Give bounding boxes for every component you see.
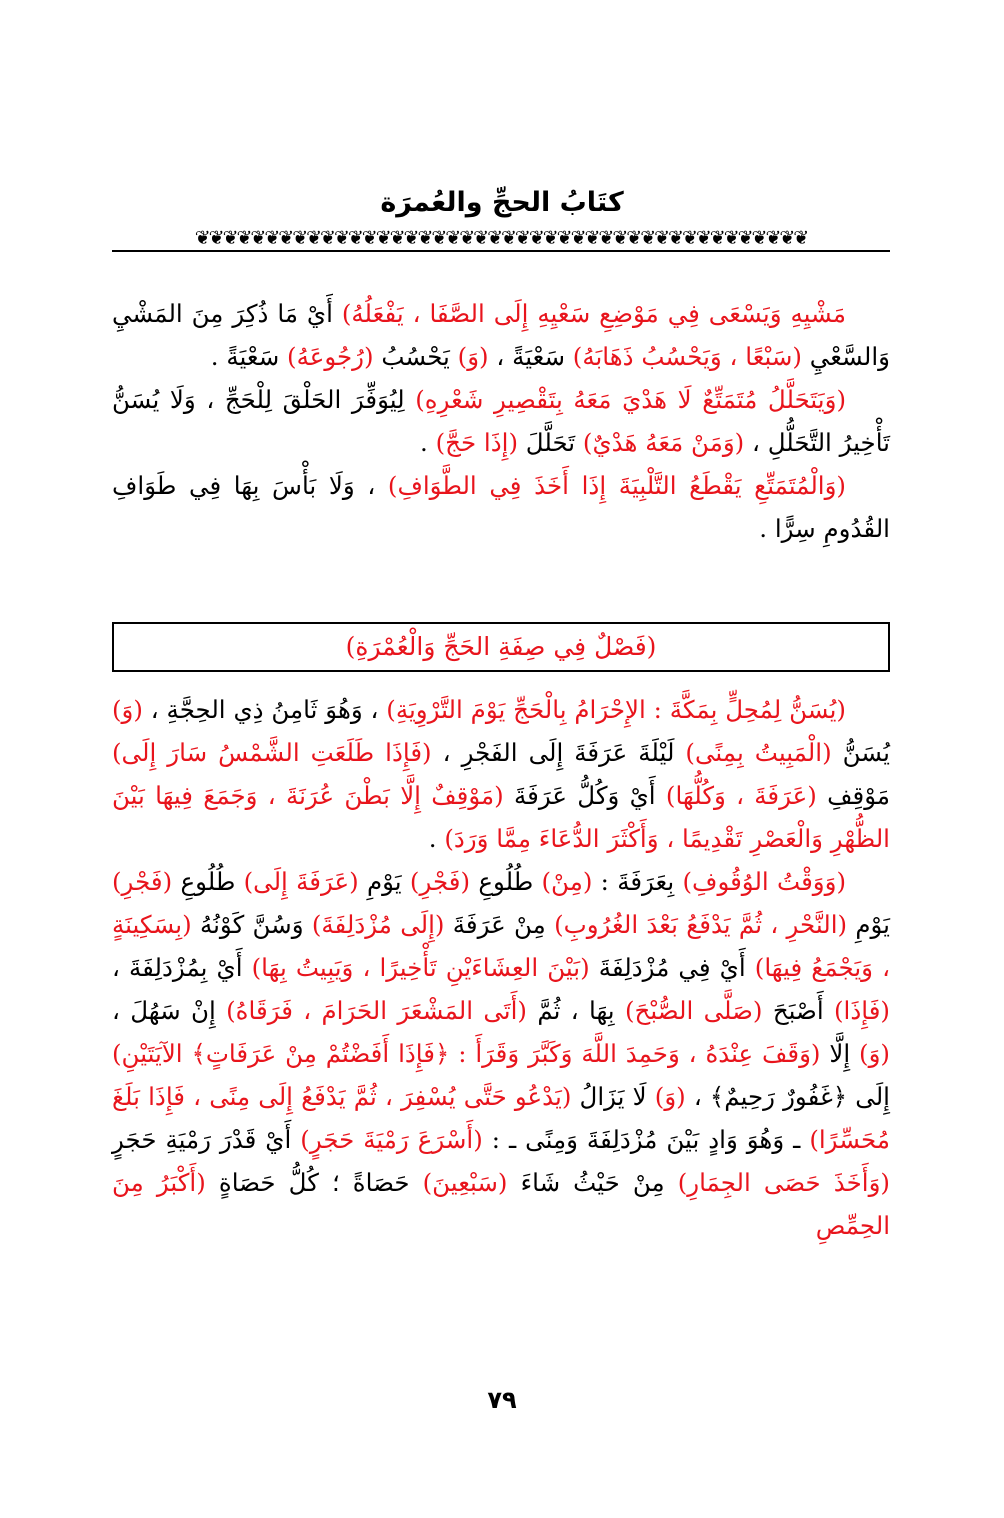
- commentary-text: إِنْ سَهُلَ ،: [112, 996, 227, 1025]
- commentary-text: إِلَّا: [820, 1039, 860, 1068]
- commentary-text: يَوْمِ: [358, 867, 410, 896]
- ornamental-divider: ❦❦❦❦❦❦❦❦❦❦❦❦❦❦❦❦❦❦❦❦❦❦❦❦❦❦❦❦❦❦❦❦❦❦❦❦❦❦❦❦❦❦❦❦: [112, 226, 890, 252]
- commentary-text: يَوْمِ: [847, 910, 890, 939]
- commentary-text: حَصَاةً ؛ كُلُّ حَصَاةٍ: [205, 1168, 423, 1197]
- commentary-text: يُسَنُّ: [831, 738, 890, 767]
- commentary-text: بِهَا ، ثُمَّ: [527, 996, 625, 1025]
- matn-text: (وَقَفَ عِنْدَهُ ، وَحَمِدَ اللَّهَ وَكَبَّرَ وَقَرَأَ : ﴿فَإِذَا أَفَضْتُمْ مِنْ عَرَفَاتٍ﴾ الآيَتَيْنِ): [112, 1039, 821, 1068]
- matn-text: (بِسَكِينَةٍ ، وَيَجْمَعُ فِيهَا): [112, 910, 890, 982]
- matn-text: (يُسَنُّ لِمُحِلٍّ بِمَكَّةَ : الإِحْرَامُ بِالْحَجِّ يَوْمَ التَّرْوِيَةِ): [386, 695, 846, 724]
- matn-text: (وَ): [654, 1082, 686, 1111]
- commentary-text: .: [428, 824, 445, 853]
- matn-text: (إِلَى مُزْدَلِفَةَ): [311, 910, 445, 939]
- matn-text: (بَيْنَ العِشَاءَيْنِ تَأْخِيرًا ، وَيَبِيتُ بِهَا): [251, 953, 590, 982]
- matn-text: (مَوْقِفٌ إِلَّا بَطْنَ عُرَنَةَ ، وَجَمَعَ فِيهَا بَيْنَ الظُّهْرِ وَالْعَصْرِ تَقْدِيمًا ، وَأَكْثَرَ الدُّعَاءَ مِمَّا وَرَدَ): [112, 781, 890, 853]
- commentary-text: إِلَى ﴿غَفُورٌ رَحِيمٌ﴾ ،: [685, 1082, 890, 1111]
- matn-text: (وَ): [457, 342, 489, 371]
- commentary-text: ، وَلَا بَأْسَ بِهَا فِي طَوَافِ القُدُومِ سِرًّا .: [112, 471, 890, 543]
- paragraph: [112, 688, 890, 860]
- matn-text: (الْمَبِيتُ بِمِنًى): [685, 738, 832, 767]
- commentary-text: أَيْ فِي مُزْدَلِفَةَ: [589, 953, 755, 982]
- commentary-text: طُلُوعِ: [172, 867, 244, 896]
- matn-text: (وَالْمُتَمَتِّعِ يَقْطَعُ التَّلْبِيَةَ إِذَا أَخَذَ فِي الطَّوَافِ): [387, 471, 846, 500]
- commentary-text: مِنْ عَرَفَةَ: [444, 910, 555, 939]
- commentary-text: سَعْيَةً ،: [488, 342, 573, 371]
- matn-text: (سَبْعًا ، وَيَحْسُبُ ذَهَابَهُ): [572, 342, 802, 371]
- section-title: (فَصْلٌ فِي صِفَةِ الحَجِّ وَالْعُمْرَةِ): [345, 632, 657, 661]
- section-heading-box: [112, 622, 890, 672]
- matn-text: (إِذَا حَجَّ): [435, 428, 519, 457]
- commentary-text: لَيْلَةَ عَرَفَةَ إِلَى الفَجْرِ ،: [431, 738, 686, 767]
- matn-text: (وَ): [112, 695, 143, 724]
- text-block-top: [112, 292, 890, 550]
- commentary-text: أَيْ مَا ذُكِرَ مِنَ المَشْيِ وَالسَّعْيِ: [112, 299, 890, 371]
- commentary-text: يَحْسُبُ: [373, 342, 458, 371]
- matn-text: (وَأَخَذَ حَصَى الجِمَارِ): [677, 1168, 890, 1197]
- commentary-text: ، وَهُوَ ثَامِنُ ذِي الحِجَّةِ ،: [142, 695, 387, 724]
- matn-text: (أَكْبَرُ مِنَ الحِمِّصِ: [112, 1168, 890, 1240]
- matn-text: (وَوَقْتُ الوُقُوفِ): [682, 867, 847, 896]
- commentary-text: بِعَرَفَةَ :: [592, 867, 683, 896]
- commentary-text: أَيْ بِمُزْدَلِفَةَ ،: [112, 953, 252, 982]
- matn-text: (عَرَفَةَ ، وَكُلُّهَا): [665, 781, 817, 810]
- matn-text: (فَإِذَا): [833, 996, 890, 1025]
- matn-text: (يَدْعُو حَتَّى يُسْفِرَ ، ثُمَّ يَدْفَعُ إِلَى مِنًى ، فَإِذَا بَلَغَ مُحَسِّرًا): [112, 1082, 890, 1154]
- commentary-text: سَعْيَةً .: [210, 342, 288, 371]
- commentary-text: لِيُوَفِّرَ الحَلْقَ لِلْحَجِّ ، وَلَا يُسَنُّ تَأْخِيرُ التَّحَلُّلِ ،: [112, 385, 890, 457]
- matn-text: (عَرَفَةَ إِلَى): [243, 867, 359, 896]
- matn-text: (رُجُوعَهُ): [287, 342, 374, 371]
- matn-text: (وَيَتَحَلَّلُ مُتَمَتِّعٌ لَا هَدْيَ مَعَهُ بِتَقْصِيرِ شَعْرِهِ): [415, 385, 847, 414]
- commentary-text: مِنْ حَيْثُ شَاءَ: [507, 1168, 678, 1197]
- paragraph: [112, 378, 890, 464]
- commentary-text: لَا يَزَالُ: [571, 1082, 655, 1111]
- text-block-bottom: [112, 688, 890, 1247]
- matn-text: (وَمَنْ مَعَهُ هَدْيٌ): [582, 428, 745, 457]
- commentary-text: وَسُنَّ كَوْنُهُ: [191, 910, 312, 939]
- paragraph: [112, 292, 890, 378]
- commentary-text: مَوْقِفِ: [816, 781, 890, 810]
- commentary-text: .: [420, 428, 436, 457]
- matn-text: (مِنْ): [541, 867, 593, 896]
- matn-text: (صَلَّى الصُّبْحَ): [624, 996, 763, 1025]
- matn-text: (وَ): [859, 1039, 890, 1068]
- paragraph: [112, 464, 890, 550]
- commentary-text: تَحَلَّلَ: [518, 428, 583, 457]
- commentary-text: طُلُوعِ: [470, 867, 542, 896]
- matn-text: (سَبْعِينَ): [422, 1168, 508, 1197]
- matn-text: (النَّحْرِ ، ثُمَّ يَدْفَعُ بَعْدَ الغُرُوبِ): [554, 910, 848, 939]
- matn-text: (أَتَى المَشْعَرَ الحَرَامَ ، فَرَقَاهُ): [226, 996, 527, 1025]
- paragraph: [112, 860, 890, 1247]
- commentary-text: أَيْ وَكُلُّ عَرَفَةَ: [503, 781, 666, 810]
- commentary-text: أَيْ قَدْرَ رَمْيَةِ حَجَرٍ: [112, 1125, 301, 1154]
- matn-text: (فَإِذَا طَلَعَتِ الشَّمْسُ سَارَ إِلَى): [112, 738, 432, 767]
- running-head: كتَابُ الحجِّ والعُمرَة: [380, 187, 624, 218]
- page-number: ٧٩: [487, 1386, 517, 1414]
- matn-text: (أَسْرَعَ رَمْيَةَ حَجَرٍ): [300, 1125, 483, 1154]
- commentary-text: ـ وَهُوَ وَادٍ بَيْنَ مُزْدَلِفَةَ وَمِنًى ـ :: [482, 1125, 810, 1154]
- matn-text: (فَجْرِ): [409, 867, 471, 896]
- matn-text: (فَجْرِ): [112, 867, 173, 896]
- matn-text: مَشْيِهِ وَيَسْعَى فِي مَوْضِعِ سَعْيِهِ إِلَى الصَّفَا ، يَفْعَلُهُ): [341, 299, 846, 328]
- commentary-text: أَصْبَحَ: [762, 996, 834, 1025]
